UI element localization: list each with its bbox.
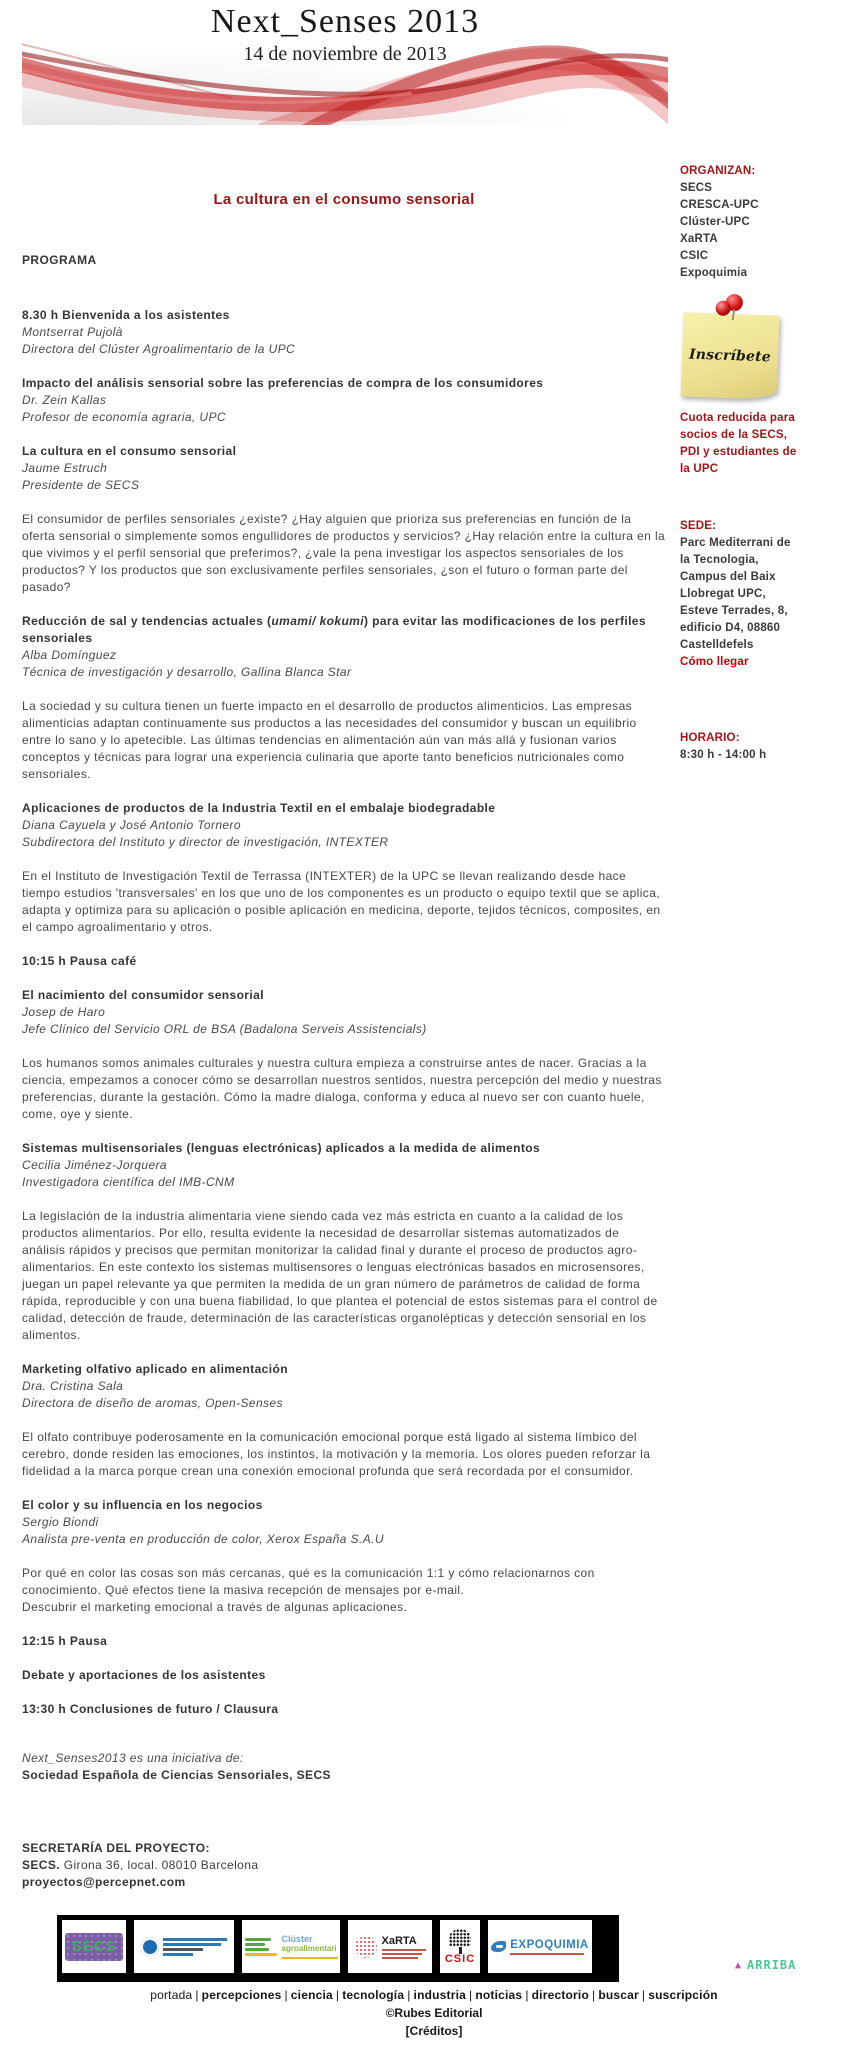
expoquimia-text: EXPOQUIMIA xyxy=(510,1938,589,1951)
session-abstract xyxy=(22,698,666,783)
session-speaker: Montserrat Pujolà xyxy=(22,325,123,339)
organizer-item: CRESCA-UPC xyxy=(680,199,759,211)
session-abstract xyxy=(22,1565,666,1616)
program-session xyxy=(22,443,666,596)
back-to-top-label: ARRIBA xyxy=(747,1958,797,1972)
session-title: Marketing olfativo aplicado en alimentación xyxy=(22,1362,288,1376)
footer-nav-link[interactable]: buscar xyxy=(598,1988,639,2002)
inscribete-label: Inscríbete xyxy=(688,346,772,366)
secretariat-email-link[interactable]: proyectos@percepnet.com xyxy=(22,1875,186,1889)
organizers-label: ORGANIZAN: xyxy=(680,165,756,177)
organizer-item: CSIC xyxy=(680,250,709,262)
directions-link[interactable]: Cómo llegar xyxy=(680,656,749,668)
session-title: El color y su influencia en los negocios xyxy=(22,1498,263,1512)
event-date: 14 de noviembre de 2013 xyxy=(243,43,447,65)
session-abstract xyxy=(22,1208,666,1344)
cresca-logo-textlines xyxy=(163,1936,227,1958)
session-speaker: Alba Domínguez xyxy=(22,648,117,662)
session-abstract xyxy=(22,511,666,596)
csic-logo[interactable] xyxy=(438,1918,482,1975)
xarta-logo-graphic xyxy=(355,1935,426,1959)
footer-nav-link[interactable]: ciencia xyxy=(290,1988,333,2002)
cresca-logo-icon xyxy=(141,1938,159,1956)
abstract-paragraph: La legislación de la industria alimentaria viene siendo cada vez más estricta en cuanto a la calidad de los productos alimentarios. Por ello, resulta evidente la necesidad de desarrollar sistemas automatizados de análisis rápidos y precisos que permitan monitorizar la calidad final y durante el proceso de productos agro-alimentarios. En este contexto los sistemas multisensores o lenguas electrónicas basados en microsensores, juegan un papel relevante ya que permiten la medida de un gran número de parámetros de calidad de forma rápida, reproducible y con una buena fiabilidad, lo que plantea el potencial de estos sistemas para el control de calidad, detección de fraude, determinación de las características organolépticas y detección sensorial en los alimentos. xyxy=(22,1209,658,1342)
session-title: El nacimiento del consumidor sensorial xyxy=(22,988,264,1002)
abstract-paragraph: Por qué en color las cosas son más cercanas, qué es la comunicación 1:1 y cómo relacionarnos con conocimiento. Qué efectos tiene la masiva recepción de mensajes por e-mail. xyxy=(22,1566,595,1597)
secs-logo-box xyxy=(65,1933,124,1961)
secretariat-address xyxy=(22,1857,666,1874)
session-speaker-role: Analista pre-venta en producción de color, Xerox España S.A.U xyxy=(22,1532,384,1546)
program-session xyxy=(22,800,666,936)
session-speaker-role: Investigadora científica del IMB-CNM xyxy=(22,1175,235,1189)
session-title: 10:15 h Pausa café xyxy=(22,954,137,968)
pushpin-icon xyxy=(726,294,744,312)
secretariat-title: SECRETARÍA DEL PROYECTO: xyxy=(22,1841,210,1855)
initiative-block xyxy=(22,1750,666,1784)
nav-separator: | xyxy=(469,1988,473,2002)
session-title: Debate y aportaciones de los asistentes xyxy=(22,1668,266,1682)
session-title: 8.30 h Bienvenida a los asistentes xyxy=(22,308,230,322)
footer-nav-link[interactable]: suscripción xyxy=(648,1988,718,2002)
program-session xyxy=(22,1667,666,1684)
abstract-paragraph: Descubrir el marketing emocional a través de algunas aplicaciones. xyxy=(22,1600,408,1614)
abstract-paragraph: El olfato contribuye poderosamente en la comunicación emocional porque está ligado al sistema límbico del cerebro, donde residen las emociones, los instintos, la motivación y la memoria. Los olores pueden reforzar la fidelidad a la marca porque crean una conexión emocional profunda que será recordada por el consumidor. xyxy=(22,1430,651,1478)
program-session xyxy=(22,1497,666,1616)
program-session xyxy=(22,375,666,426)
page-title: La cultura en el consumo sensorial xyxy=(213,191,475,208)
cluster-text-2: agroalimentari xyxy=(281,1944,337,1953)
cluster-logo-text xyxy=(282,1934,338,1959)
program-session xyxy=(22,1701,666,1718)
session-title: 12:15 h Pausa xyxy=(22,1634,108,1648)
footer-nav-link[interactable]: noticias xyxy=(475,1988,523,2002)
nav-separator: | xyxy=(407,1988,411,2002)
event-banner xyxy=(22,0,668,125)
session-speaker: Sergio Biondi xyxy=(22,1515,99,1529)
program-session xyxy=(22,1361,666,1480)
sidebar xyxy=(680,163,798,764)
footer-nav-link[interactable]: industria xyxy=(413,1988,467,2002)
venue-address: Parc Mediterrani de la Tecnologia, Campus del Baix Llobregat UPC, Esteve Terrades, 8, edificio D4, 08860 Castelldefels xyxy=(680,537,791,651)
session-speaker: Cecilia Jiménez-Jorquera xyxy=(22,1158,167,1172)
program-sessions xyxy=(22,307,666,1718)
xarta-text: XaRTA xyxy=(381,1934,417,1947)
nav-separator: | xyxy=(335,1988,340,2002)
initiative-organization: Sociedad Española de Ciencias Sensoriales, SECS xyxy=(22,1768,331,1782)
secs-logo[interactable] xyxy=(60,1918,128,1975)
csic-tree-icon xyxy=(449,1929,471,1947)
schedule-label: HORARIO: xyxy=(680,732,740,744)
program-session xyxy=(22,953,666,970)
cluster-text-1: Clúster xyxy=(281,1934,313,1944)
main-content xyxy=(22,125,666,1735)
session-title: La cultura en el consumo sensorial xyxy=(22,444,237,458)
nav-separator: | xyxy=(284,1988,288,2002)
session-speaker: Josep de Haro xyxy=(22,1005,106,1019)
cluster-fork-icon xyxy=(245,1936,277,1958)
session-speaker: Dra. Cristina Sala xyxy=(22,1379,124,1393)
abstract-paragraph: Los humanos somos animales culturales y nuestra cultura empieza a construirse antes de nacer. Gracias a la ciencia, empezamos a conocer cómo se desarrollan nuestros sentidos, nuestra percepción del medio y nuestras preferencias, durante la gestación. Cómo la madre dialoga, conforma y educa al nuevo ser con cuanto huele, come, oye y siente. xyxy=(22,1056,662,1121)
expoquimia-leaf-icon xyxy=(491,1941,506,1952)
footer-nav-link[interactable]: directorio xyxy=(531,1988,589,2002)
banner-text xyxy=(22,3,668,66)
program-session xyxy=(22,1140,666,1344)
abstract-paragraph: La sociedad y su cultura tienen un fuerte impacto en el desarrollo de productos alimenticios. Las empresas alimenticias adaptan continuamente sus productos a las necesidades del consumidor y buscan un equilibrio entre lo sano y lo apetecible. Las últimas tendencias en alimentación aún van más allá y fusionan varios conceptos y técnicas para lograr una experiencia culinaria que aporte tanto beneficios nutricionales como sensoriales. xyxy=(22,699,637,781)
schedule-value: 8:30 h - 14:00 h xyxy=(680,749,767,761)
expoquimia-logo-text xyxy=(510,1939,588,1955)
xarta-logo-icon xyxy=(355,1936,377,1958)
session-speaker-role: Directora de diseño de aromas, Open-Senses xyxy=(22,1396,283,1410)
program-session xyxy=(22,307,666,358)
xarta-logo-text xyxy=(382,1935,426,1959)
fee-note: Cuota reducida para socios de la SECS, PDI y estudiantes de la UPC xyxy=(680,412,797,475)
nav-separator: | xyxy=(525,1988,529,2002)
program-session xyxy=(22,613,666,783)
nav-separator: | xyxy=(591,1988,596,2002)
cluster-logo-graphic xyxy=(245,1934,338,1959)
session-abstract xyxy=(22,1055,666,1123)
secretariat-street: Girona 36, local. 08010 Barcelona xyxy=(63,1858,259,1872)
credits-link[interactable]: [Créditos] xyxy=(405,2024,463,2038)
secretariat-org: SECS. xyxy=(22,1858,61,1872)
abstract-paragraph: En el Instituto de Investigación Textil de Terrassa (INTEXTER) de la UPC se llevan realizando desde hace tiempo estudios 'transversales' en los que uno de los componentes es un producto o equipo textil que se aplica, adapta y optimiza para su aplicación o posible aplicación en medicina, deporte, tejidos técnicos, composites, en el campo agroalimentario y otros. xyxy=(22,869,661,934)
program-session xyxy=(22,1633,666,1650)
session-speaker-role: Jefe Clínico del Servicio ORL de BSA (Badalona Serveis Assistencials) xyxy=(22,1022,427,1036)
organizers-list xyxy=(680,180,798,282)
session-title: 13:30 h Conclusiones de futuro / Clausura xyxy=(22,1702,279,1716)
initiative-note: Next_Senses2013 es una iniciativa de: xyxy=(22,1751,244,1765)
session-speaker-role: Técnica de investigación y desarrollo, Gallina Blanca Star xyxy=(22,665,352,679)
up-triangle-icon: ▲ xyxy=(735,1959,743,1971)
nav-separator: | xyxy=(641,1988,646,2002)
session-speaker: Jaume Estruch xyxy=(22,461,108,475)
session-speaker-role: Profesor de economía agraria, UPC xyxy=(22,410,226,424)
footer-nav-link[interactable]: portada xyxy=(150,1988,193,2002)
session-title: Reducción de sal y tendencias actuales (umami/ kokumi) para evitar las modificaciones de los perfiles sensoriales xyxy=(22,614,646,645)
secs-logo-text: SECS xyxy=(71,1937,117,1955)
expoquimia-logo-graphic xyxy=(491,1939,588,1955)
organizer-item: Clúster-UPC xyxy=(680,216,750,228)
event-title: Next_Senses 2013 xyxy=(210,3,480,40)
cresca-logo-graphic xyxy=(141,1936,227,1958)
nav-separator: | xyxy=(195,1988,199,2002)
partner-logo-strip xyxy=(57,1915,619,1982)
session-abstract xyxy=(22,1429,666,1480)
venue-label: SEDE: xyxy=(680,520,717,532)
expoquimia-logo[interactable] xyxy=(486,1918,594,1975)
session-speaker: Diana Cayuela y José Antonio Tornero xyxy=(22,818,241,832)
program-label: PROGRAMA xyxy=(22,253,97,267)
footer-nav-link[interactable]: tecnología xyxy=(342,1988,405,2002)
copyright: ©Rubes Editorial xyxy=(385,2006,483,2020)
session-speaker-role: Presidente de SECS xyxy=(22,478,140,492)
session-abstract xyxy=(22,868,666,936)
session-speaker-role: Directora del Clúster Agroalimentario de la UPC xyxy=(22,342,296,356)
session-speaker-role: Subdirectora del Instituto y director de investigación, INTEXTER xyxy=(22,835,389,849)
secretariat-block xyxy=(22,1840,666,1891)
program-session xyxy=(22,987,666,1123)
xarta-logo[interactable] xyxy=(346,1918,434,1975)
footer-nav-link[interactable]: percepciones xyxy=(201,1988,282,2002)
organizer-item: Expoquimia xyxy=(680,267,748,279)
abstract-paragraph: El consumidor de perfiles sensoriales ¿existe? ¿Hay alguien que prioriza sus preferencias en función de la oferta sensorial o simplemente somos engullidores de productos y servicios? ¿Hay relación entre la cultura en la que vivimos y el perfil sensorial que preferimos?, ¿vale la pena investigar los aspectos sensoriales de los productos? Y los productos que son exclusivamente perfiles sensoriales, ¿son el futuro o forman parte del pasado? xyxy=(22,512,666,594)
footer-nav xyxy=(0,1988,868,2002)
inscribete-note[interactable] xyxy=(681,312,780,399)
cluster-agroalimentari-logo[interactable] xyxy=(240,1918,342,1975)
session-title: Sistemas multisensoriales (lenguas electrónicas) aplicados a la medida de alimentos xyxy=(22,1141,541,1155)
csic-logo-graphic xyxy=(445,1929,475,1964)
organizer-item: XaRTA xyxy=(680,233,718,245)
organizer-item: SECS xyxy=(680,182,713,194)
cresca-upc-logo[interactable] xyxy=(132,1918,236,1975)
session-title: Aplicaciones de productos de la Industria Textil en el embalaje biodegradable xyxy=(22,801,496,815)
session-speaker: Dr. Zein Kallas xyxy=(22,393,107,407)
session-title: Impacto del análisis sensorial sobre las preferencias de compra de los consumidores xyxy=(22,376,544,390)
csic-text: CSIC xyxy=(444,1953,476,1965)
back-to-top-link[interactable] xyxy=(735,1958,796,1972)
